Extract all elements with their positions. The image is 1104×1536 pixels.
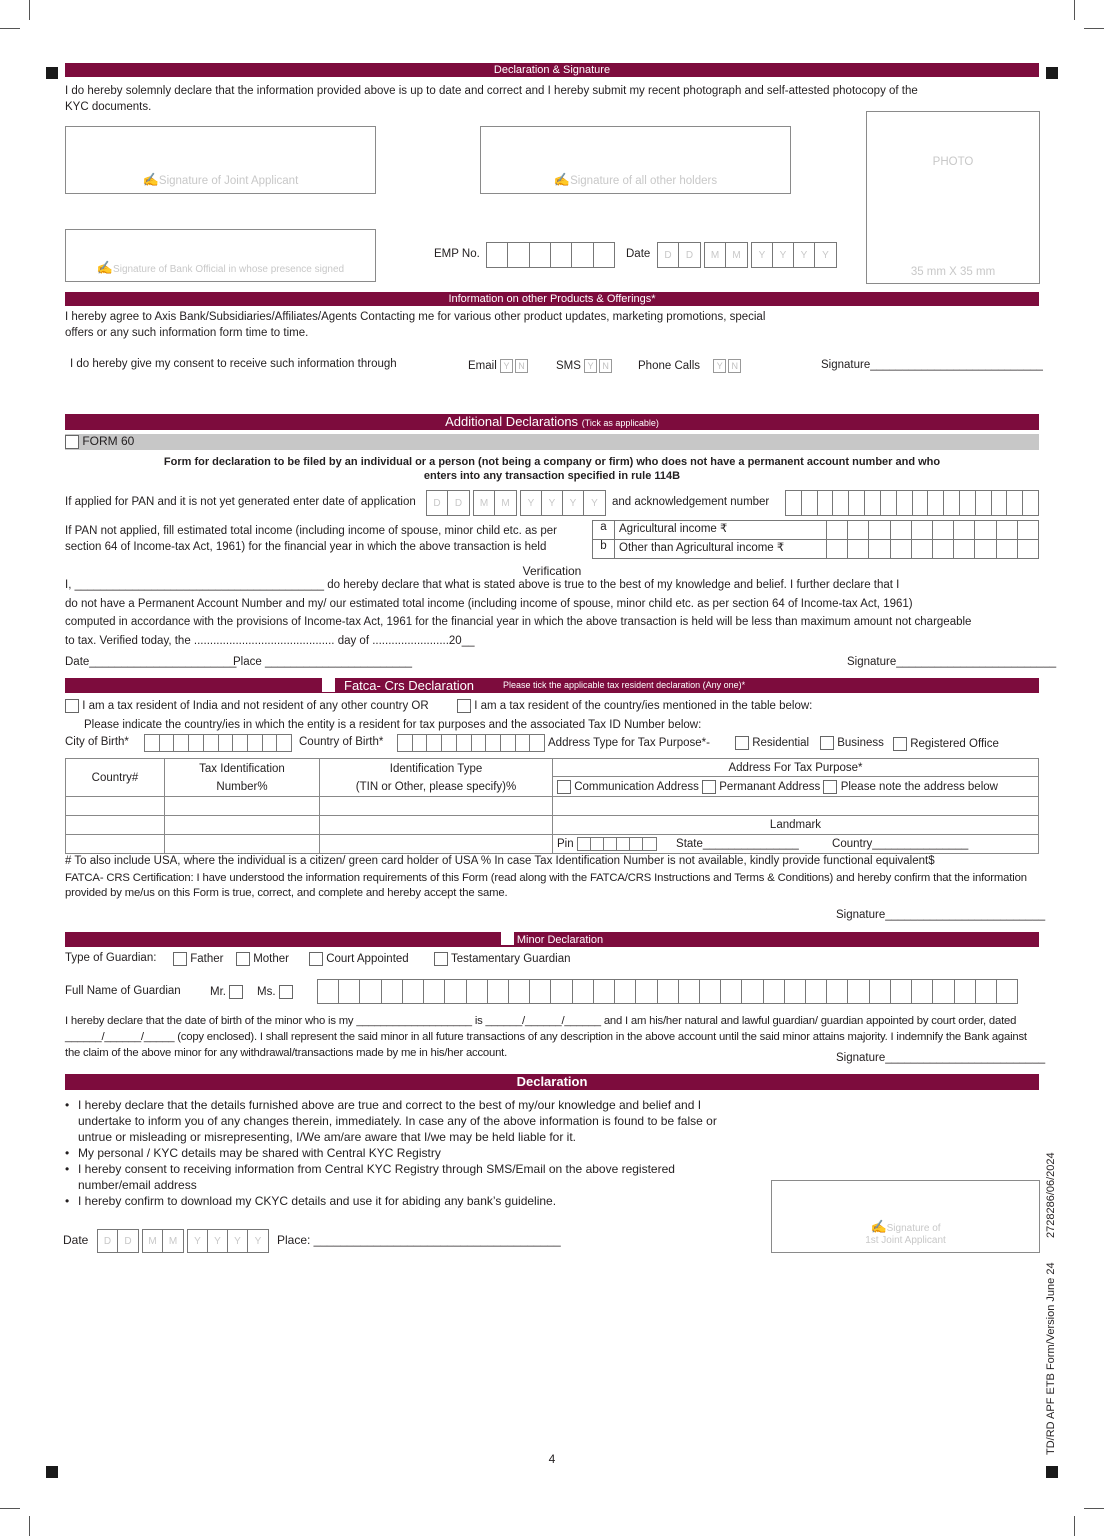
phone-yn-toggle[interactable]: Y N [713,359,741,373]
income-table [592,520,1039,559]
guardian-mother[interactable]: Mother [236,952,289,966]
declaration-date-input[interactable]: D D M M Y Y Y Y [97,1229,269,1253]
registration-marker [1046,67,1058,79]
form-code: 2728286/06/2024 [1045,1152,1057,1238]
fatca-footnote: # To also include USA, where the individual is a citizen/ green card holder of USA % In case Tax Identification Number is not available, kindly provide functional equivalent$ [65,855,935,867]
verification-signature[interactable]: Signature_________________________ [847,656,1057,668]
title-mr[interactable]: Mr. [210,985,243,999]
other-holders-signature-box[interactable]: ✍Signature of all other holders [480,126,791,194]
crop-mark [1084,28,1104,29]
declaration-text: I do hereby solemnly declare that the information provided above is up to date and correct and I hereby submit my recent photograph and self-attested photocopy of the KYC documents. [65,85,918,113]
fatca-option-other[interactable]: I am a tax resident of the country/ies mentioned in the table below: [457,699,812,713]
guardian-name-input[interactable] [317,979,1018,1004]
country-of-birth-input[interactable] [397,734,545,752]
consent-sms: SMS Y N [556,359,612,373]
emp-no-input[interactable] [486,242,615,268]
section-title: Declaration & Signature [493,64,611,76]
registration-marker [46,67,58,79]
title-ms[interactable]: Ms. [257,985,293,999]
guardian-court-appointed[interactable]: Court Appointed [309,952,409,966]
form60-bar [65,434,1039,450]
declaration-place[interactable]: Place: _____________________________________ [277,1233,561,1247]
pin-state-country-cell: Pin State_______________ Country_______________ [553,835,1039,854]
guardian-type-label: Type of Guardian: [65,952,157,964]
crop-mark [0,28,20,29]
table-row [66,835,1039,854]
crop-mark [0,1508,20,1509]
section-header-declaration-signature [65,63,1039,77]
list-item: • I hereby confirm to download my CKYC details and use it for abiding any bank’s guideline. [64,1193,744,1209]
table-row [66,816,1039,835]
other-income-input[interactable] [827,540,1038,558]
other-resident-checkbox[interactable] [457,699,471,713]
address-type-label: Address Type for Tax Purpose*- [548,737,710,749]
crop-mark [29,1516,30,1536]
fatca-indicate-text: Please indicate the country/ies in which the entity is a resident for tax purposes and the associated Tax ID Number below: [84,719,702,731]
guardian-father[interactable]: Father [173,952,223,966]
consent-signature[interactable]: Signature___________________________ [821,359,1043,371]
address-type-registered-office[interactable]: Registered Office [893,737,999,751]
declaration-list [64,1097,744,1209]
bank-official-signature-box[interactable]: ✍Signature of Bank Official in whose presence signed [65,229,376,282]
joint-applicant-signature-box[interactable]: ✍Signature of Joint Applicant [65,126,376,194]
col-id-type: Identification Type (TIN or Other, please specify)% [320,759,553,797]
fatca-certification: FATCA- CRS Certification: I have understood the information requirements of this Form (read along with the FATCA/CRS Instructions and Terms & Conditions) and hereby confirm that the information provided by me/us on this Form is true, correct, and complete and hereby accept the same. [65,872,1027,899]
declaration-date-label: Date [63,1233,89,1247]
form60-description: Form for declaration to be filed by an individual or a person (not being a company or firm) who does not have a permanent account number and who enters into any transaction specified in rule 114B [163,456,941,482]
city-of-birth-input[interactable] [144,734,292,752]
guardian-testamentary[interactable]: Testamentary Guardian [434,952,571,966]
pen-icon: ✍ [553,172,571,187]
pan-application-date-input[interactable]: D D M M Y Y Y Y [426,490,606,516]
date-input[interactable]: D D M M Y Y Y Y [657,242,837,268]
section-header-fatca: Fatca- Crs Declaration Please tick the applicable tax resident declaration (Any one)* [65,678,1039,693]
landmark-cell[interactable]: Landmark [553,816,1039,835]
col-country: Country# [66,759,165,797]
first-joint-applicant-signature-box[interactable]: ✍Signature of 1st Joint Applicant [771,1180,1040,1253]
ack-number-input[interactable] [785,490,1039,516]
note-address-checkbox[interactable] [823,780,837,794]
minor-declaration-text: I hereby declare that the date of birth of the minor who is my ___________________ is ______/______/______ and I am his/her natural and lawful guardian/ guardian appointed by court order, dated ______/______/_____ (copy enclosed). I shall represent the said minor in all future transactions of any description in the above account until the said minor attains majority. I indemnify the Bank against the claim of the above minor for any withdrawal/transactions made by me in his/her account. [65,1015,1027,1059]
city-of-birth-label: City of Birth* [65,736,129,748]
section-header-additional: Additional Declarations (Tick as applicable) [65,414,1039,430]
verification-date[interactable]: Date_______________________ [65,656,237,668]
country-field[interactable]: Country_______________ [832,838,969,851]
verification-text: I, _______________________________________ do hereby declare that what is stated above is true to the best of my knowledge and belief. I further declare that I do not have a Permanent Account Number and my/ our estimated total income (including income of spouse, minor child etc. as per section 64 of Income-tax Act, 1961) computed in accordance with the provisions of Income-tax Act, 1961 for the financial year in which the above transaction is held will be less than maximum amount not chargeable to tax. Verified today, the ............................................ day of ........................20__ [65,579,972,647]
ms-checkbox[interactable] [279,985,293,999]
verification-place[interactable]: Place _______________________ [233,656,413,668]
mr-checkbox[interactable] [229,985,243,999]
registration-marker [1046,1466,1058,1478]
crop-mark [1074,0,1075,20]
email-yn-toggle[interactable]: Y N [500,359,528,373]
fatca-signature[interactable]: Signature_________________________ [836,909,1046,921]
pin-input[interactable] [577,837,657,851]
consent-phone: Phone Calls Y N [638,359,741,373]
list-item: • I hereby consent to receiving information from Central KYC Registry through SMS/Email on the above registered number/email address [64,1161,744,1193]
emp-no-label: EMP No. [434,248,480,260]
minor-checkbox[interactable] [501,932,514,945]
photo-box[interactable] [866,111,1040,284]
crop-mark [29,0,30,20]
other-products-text: I hereby agree to Axis Bank/Subsidiaries/Affiliates/Agents Contacting me for various other product updates, marketing promotions, special offers or any such information form time to time. [65,311,766,339]
india-resident-checkbox[interactable] [65,699,79,713]
section-header-declaration: Declaration [65,1074,1039,1090]
permanent-address-checkbox[interactable] [702,780,716,794]
page-number: 4 [548,1452,556,1466]
fatca-checkbox[interactable] [322,678,335,692]
country-of-birth-label: Country of Birth* [299,736,384,748]
form60-option[interactable]: FORM 60 [65,434,134,449]
crop-mark [1074,1516,1075,1536]
pen-icon: ✍ [142,172,159,187]
form-version: TD/RD APF ETB Form/Version June 24 [1045,1262,1057,1455]
address-options: Communication Address Permanant Address Please note the address below [553,777,1039,797]
pan-applied-text: If applied for PAN and it is not yet generated enter date of application [65,496,416,508]
date-label: Date [626,248,651,260]
photo-label: PHOTO [932,156,974,168]
list-item: • I hereby declare that the details furnished above are true and correct to the best of my/our knowledge and belief and I undertake to inform you of any changes therein, immediately. In case any of the above information is found to be false or untrue or misleading or misrepresenting, I/We am/are aware that I/we may be held liable for it. [64,1097,744,1145]
address-type-business[interactable]: Business [820,736,884,750]
verification-title: Verification [522,564,582,578]
section-header-other-products: Information on other Products & Offerings* [65,292,1039,306]
registration-marker [46,1466,58,1478]
crop-mark [1084,1508,1104,1509]
col-address: Address For Tax Purpose* [553,759,1039,777]
consent-text: I do hereby give my consent to receive such information through [70,358,397,370]
sms-yn-toggle[interactable]: Y N [584,359,612,373]
agricultural-income-input[interactable] [827,521,1038,539]
fatca-option-india[interactable]: I am a tax resident of India and not resident of any other country OR [65,699,429,713]
fatca-table [65,758,1039,854]
pen-icon: ✍ [96,260,114,275]
address-type-residential[interactable]: Residential [735,736,809,750]
pan-not-applied-text: If PAN not applied, fill estimated total income (including income of spouse, minor child etc. as per section 64 of Income-tax Act, 1961) for the financial year in which the above transaction is held [65,525,557,553]
list-item: • My personal / KYC details may be shared with Central KYC Registry [64,1145,744,1161]
ack-label: and acknowledgement number [612,496,770,508]
income-row-other: b Other than Agricultural income ₹ [593,540,1038,559]
form60-checkbox[interactable] [65,435,79,449]
table-row [66,797,1039,816]
col-tin: Tax Identification Number% [165,759,320,797]
minor-signature[interactable]: Signature_________________________ [836,1052,1046,1064]
guardian-name-label: Full Name of Guardian [65,985,181,997]
state-field[interactable]: State_______________ [676,838,799,851]
income-row-agricultural: a Agricultural income ₹ [593,521,1038,540]
pen-icon: ✍ [870,1219,887,1234]
section-header-minor: Minor Declaration [65,932,1039,947]
communication-address-checkbox[interactable] [557,780,571,794]
photo-size-label: 35 mm X 35 mm [910,266,996,278]
consent-email: Email Y N [468,359,528,373]
